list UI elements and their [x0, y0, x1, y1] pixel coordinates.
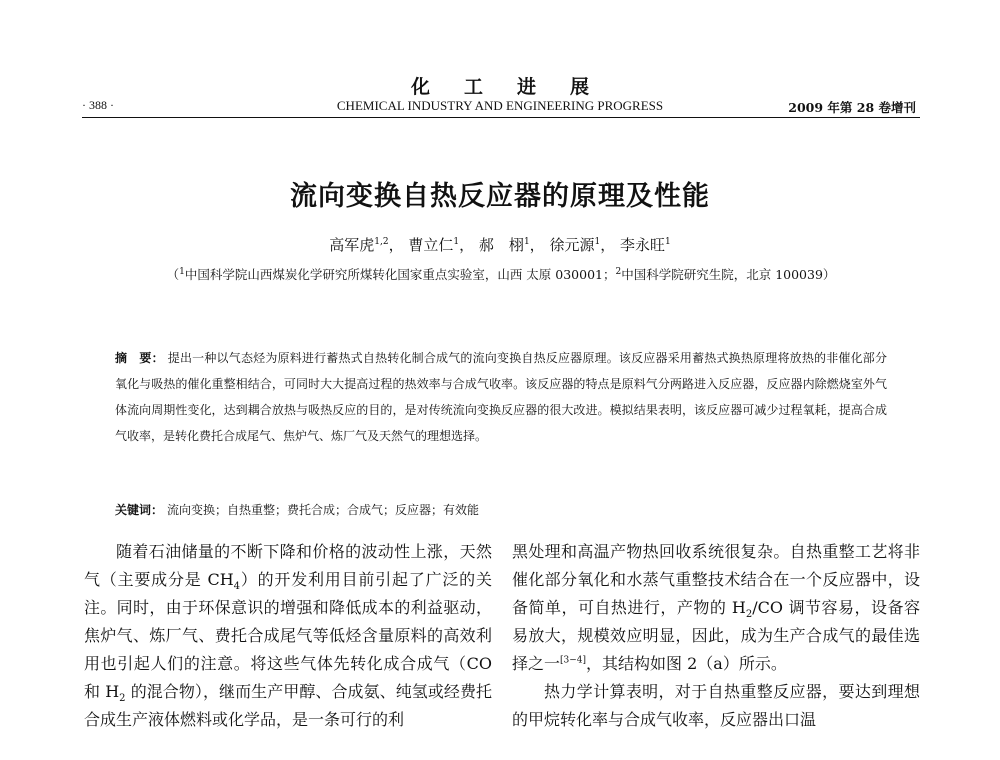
issue-info: 2009 年第 28 卷增刊 [788, 100, 916, 115]
author-affil-mark: 1 [665, 237, 671, 247]
author-separator: ， [600, 236, 616, 254]
text-run: 黑处理和高温产物热回收系统很复杂。自热重整工艺将非催化部分氧化和水蒸气重整技术结合在一个反应器中，设备简单，可自热进行，产物的 H [512, 542, 920, 617]
author-separator: ， [459, 236, 475, 254]
author-list [0, 234, 1000, 255]
body-paragraph [84, 538, 492, 734]
subscript: 2 [745, 609, 753, 621]
header-divider [82, 117, 920, 118]
keywords-label: 关键词： [115, 503, 164, 517]
keywords [115, 500, 887, 520]
text-run: 的混合物），继而生产甲醇、合成氨、纯氢或经费托合成生产液体燃料或化学品，是一条可行的利 [84, 682, 492, 729]
affil-open-paren: （ [166, 267, 180, 282]
author-separator: ， [529, 236, 545, 254]
affiliation-1: 中国科学院山西煤炭化学研究所煤转化国家重点实验室，山西 太原 030001； [184, 267, 616, 282]
affil-mark: 2 [615, 266, 622, 277]
keywords-text: 流向变换；自热重整；费托合成；合成气；反应器；有效能 [167, 503, 480, 517]
text-run: 随着石油储量的不断下降和价格的波动性上涨，天然气（主要成分是 CH [84, 542, 492, 589]
paper-title: 流向变换自热反应器的原理及性能 [290, 181, 710, 212]
author-affil-mark: 1 [453, 237, 460, 247]
author-name: 曹立仁 [408, 236, 454, 254]
affil-close-paren: ） [822, 267, 836, 282]
body-paragraph [512, 538, 920, 678]
author-name: 李永旺 [620, 236, 666, 254]
author-affil-mark: 1 [594, 237, 601, 247]
body-paragraph: 热力学计算表明，对于自热重整反应器，要达到理想的甲烷转化率与合成气收率，反应器出口温 [512, 682, 920, 729]
body-column-right [512, 538, 920, 734]
author-name: 高军虎 [329, 236, 375, 254]
journal-name-english: CHEMICAL INDUSTRY AND ENGINEERING PROGRESS [336, 98, 664, 113]
text-run: ）的开发利用目前引起了广泛的关注。同时，由于环保意识的增强和降低成本的利益驱动，焦炉气、炼厂气、费托合成尾气等低烃含量原料的高效利用也引起人们的注意。将这些气体先转化成合成气（CO 和 H [84, 570, 492, 701]
affil-mark: 1 [179, 266, 185, 277]
abstract-text: 提出一种以气态烃为原料进行蓄热式自热转化制合成气的流向变换自热反应器原理。该反应器采用蓄热式换热原理将放热的非催化部分氧化与吸热的催化重整相结合，可同时大大提高过程的热效率与合成气收率。该反应器的特点是原料气分两路进入反应器，反应器内除燃烧室外气体流向周期性变化，达到耦合放热与吸热反应的目的，是对传统流向变换反应器的很大改进。模拟结果表明，该反应器可减少过程氧耗，提高合成气收率，是转化费托合成尾气、焦炉气、炼厂气及天然气的理想选择。 [115, 351, 887, 443]
affiliation [116, 262, 886, 287]
text-run: /CO 调节容易，设备容易放大，规模效应明显，因此，成为生产合成气的最佳选择之一 [512, 598, 920, 673]
author-name: 徐元源 [549, 236, 595, 254]
text-run: ，其结构如图 2（a）所示。 [586, 654, 787, 673]
abstract-label: 摘 要： [115, 351, 164, 365]
author-affil-mark: 1 [523, 237, 530, 247]
subscript: 2 [119, 693, 126, 705]
journal-name-chinese: 化工进展 [410, 76, 623, 98]
author-separator: ， [388, 236, 404, 254]
author-affil-mark: 1,2 [374, 237, 389, 247]
author-name: 郝 栩 [478, 236, 524, 254]
body-column-left [84, 538, 492, 734]
subscript: 4 [233, 581, 241, 593]
abstract [115, 345, 887, 449]
reference-citation: [3−4] [560, 655, 587, 666]
affiliation-2: 中国科学院研究生院，北京 100039 [621, 267, 823, 282]
page-number: · 388 · [82, 98, 114, 112]
